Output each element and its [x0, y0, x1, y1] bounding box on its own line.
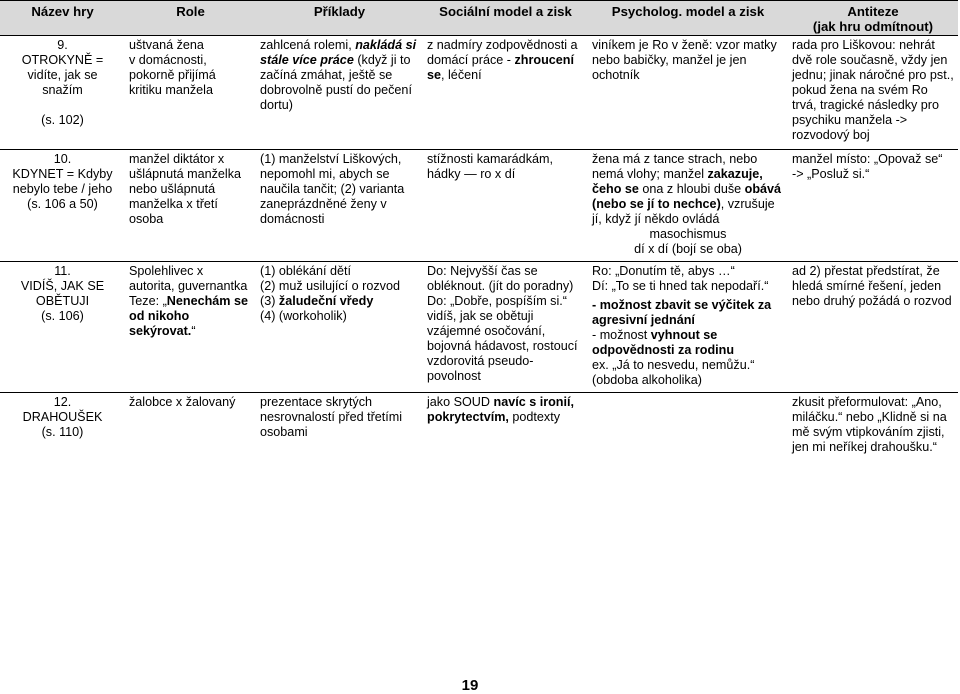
header-antithesis: [788, 1, 958, 36]
roles-line: osoba: [129, 212, 164, 226]
table-row: [0, 150, 958, 262]
psych-line: ex. „Já to nesvedu, nemůžu.“: [592, 358, 755, 372]
examples-text: (3): [260, 294, 279, 308]
roles-line: manžel diktátor x: [129, 152, 225, 166]
roles-cell: [125, 262, 256, 393]
table-row: [0, 36, 958, 150]
social-text: podtexty: [508, 410, 560, 424]
social-line: vidíš, jak se obětuji: [427, 309, 534, 323]
social-line: obléknout. (jít do poradny): [427, 279, 574, 293]
game-name-cell: [0, 262, 125, 393]
examples-text: (když ji to začíná zmáhat, ještě se dobrovolně pustí do pečení dortu): [260, 53, 412, 112]
roles-line: ušlápnutá manželka: [129, 167, 242, 181]
header-examples: Příklady: [256, 1, 423, 36]
social-text: , léčení: [441, 68, 482, 82]
game-number: 11.: [54, 264, 71, 278]
game-page-ref: (s. 106): [41, 309, 84, 323]
psych-line: - možnost zbavit se výčitek za agresivní jednání: [592, 298, 772, 327]
game-name-cell: [0, 393, 125, 460]
examples-cell: [256, 262, 423, 393]
social-emphasis: zhroucení se: [427, 53, 574, 82]
psych-line: [592, 328, 784, 358]
antithesis-cell: rada pro Liškovou: nehrát dvě role současně, vždy jen jednu; jinak náročné pro pst., pokud žena na svém Ro trvá, tragické následky pro psychiku manžela -> rozvodový boj: [788, 36, 958, 150]
header-social: Sociální model a zisk: [423, 1, 588, 36]
examples-text: zahlcená rolemi,: [260, 38, 356, 52]
header-row: [0, 1, 958, 36]
social-line: Do: „Dobře, pospíším si.“: [427, 294, 567, 308]
header-psych: Psycholog. model a zisk: [588, 1, 788, 36]
social-cell: [423, 393, 588, 460]
psych-text: , vzrušuje jí, když jí někdo ovládá: [592, 197, 775, 226]
table-row: [0, 262, 958, 393]
antithesis-cell: zkusit přeformulovat: „Ano, miláčku.“ nebo „Klidně si na mě svým vtipkováním zjisti, jen mi neříkej drahoušku.“: [792, 395, 947, 454]
psych-text: ona z hloubi duše: [638, 182, 745, 196]
psych-line: (obdoba alkoholika): [592, 373, 702, 387]
psych-emphasis: obává (nebo se jí to nechce): [592, 182, 782, 211]
game-number: 12.: [53, 395, 72, 409]
game-number: 9.: [57, 38, 68, 52]
game-title: vidíte, jak se: [27, 68, 98, 82]
game-name-cell: [0, 150, 125, 262]
game-title: DRAHOUŠEK: [22, 410, 103, 424]
header-antithesis-subtitle: (jak hru odmítnout): [812, 19, 934, 34]
roles-text: “: [191, 324, 196, 338]
roles-text: Teze: „: [129, 294, 167, 308]
spacer: [2, 98, 123, 113]
social-cell: [423, 36, 588, 150]
roles-line: v domácnosti,: [129, 53, 207, 67]
game-title: KDYNET = Kdyby: [12, 167, 113, 181]
table-row: [0, 393, 958, 460]
social-text: z nadmíry zodpovědnosti a domácí práce -: [427, 38, 578, 67]
game-page-ref: (s. 102): [41, 113, 84, 127]
header-roles: Role: [125, 1, 256, 36]
psych-emphasis: vyhnout se odpovědnosti za rodinu: [592, 328, 735, 357]
roles-cell: [125, 36, 256, 150]
game-title: VIDÍŠ, JAK SE: [20, 279, 105, 293]
psych-cell: viníkem je Ro v ženě: vzor matky nebo babičky, manžel je jen ochotník: [588, 36, 788, 150]
header-game: Název hry: [0, 1, 125, 36]
psych-cell: [588, 150, 788, 262]
game-page-ref: (s. 110): [41, 425, 84, 439]
roles-line: nebo ušlápnutá: [129, 182, 216, 196]
social-line: vzájemné osočování, bojovná hádavost, rostoucí vzdorovitá pseudo-povolnost: [427, 324, 578, 383]
psych-emphasis: zakazuje, čeho se: [592, 167, 763, 196]
social-text: jako SOUD: [427, 395, 494, 409]
game-page-ref: (s. 106 a 50): [27, 197, 98, 211]
antithesis-cell: [788, 150, 958, 262]
examples-line: [260, 294, 419, 309]
game-number: 10.: [53, 152, 72, 166]
roles-text: Spolehlivec x autorita, guvernantka: [129, 264, 248, 293]
antithesis-line: manžel místo: „Opovaž se“: [792, 152, 943, 166]
antithesis-cell: ad 2) přestat předstírat, že hledá smírné řešení, jeden nebo druhý požádá o rozvod: [788, 262, 958, 393]
social-line: Do: Nejvyšší čas se: [427, 264, 538, 278]
examples-line: (1) oblékání dětí: [260, 264, 352, 278]
social-line: hádky — ro x dí: [427, 167, 516, 181]
roles-line: manželka x třetí: [129, 197, 218, 211]
social-line: stížnosti kamarádkám,: [427, 152, 553, 166]
game-name-cell: [0, 36, 125, 150]
game-title: snažím: [42, 83, 83, 97]
roles-emphasis: Nenechám se od nikoho sekýrovat.: [129, 294, 248, 338]
examples-line: (4) (workoholik): [260, 309, 347, 323]
game-title: OTROKYNĚ =: [21, 53, 104, 67]
roles-line: uštvaná žena: [129, 38, 204, 52]
examples-line: (2) muž usilující o rozvod: [260, 279, 400, 293]
social-cell: [423, 150, 588, 262]
psych-line: Ro: „Donutím tě, abys …“: [592, 264, 735, 278]
game-title: nebylo tebe / jeho: [12, 182, 113, 196]
roles-cell: žalobce x žalovaný: [129, 395, 236, 409]
examples-cell: (1) manželství Liškových, nepomohl mi, abych se naučila tančit; (2) varianta zaneprázdněné ženy v domácnosti: [256, 150, 423, 262]
social-cell: [423, 262, 588, 393]
psych-text: - možnost: [592, 328, 651, 342]
roles-cell: [125, 150, 256, 262]
header-antithesis-title: Antiteze: [847, 4, 899, 19]
psych-line: Dí: „To se ti hned tak nepodaří.“: [592, 279, 769, 293]
antithesis-line: -> „Posluž si.“: [792, 167, 870, 181]
examples-cell: prezentace skrytých nesrovnalostí před třetími osobami: [260, 395, 403, 439]
social-emphasis: navíc s ironií, pokrytectvím,: [427, 395, 574, 424]
examples-emphasis: žaludeční vředy: [278, 294, 374, 308]
psych-cell: [588, 262, 788, 393]
examples-emphasis: nakládá si stále více práce: [260, 38, 417, 67]
roles-line: kritiku manžela: [129, 83, 213, 97]
psych-line: dí x dí (bojí se oba): [634, 242, 742, 256]
psych-text: žena má z tance strach, nebo nemá vlohy; manžel: [592, 152, 758, 181]
roles-line: pokorně přijímá: [129, 68, 216, 82]
examples-cell: [256, 36, 423, 150]
psych-cell: [588, 393, 788, 460]
psych-line: masochismus: [649, 227, 727, 241]
game-title: OBĚTUJI: [35, 294, 90, 308]
page-number: 19: [461, 677, 479, 694]
